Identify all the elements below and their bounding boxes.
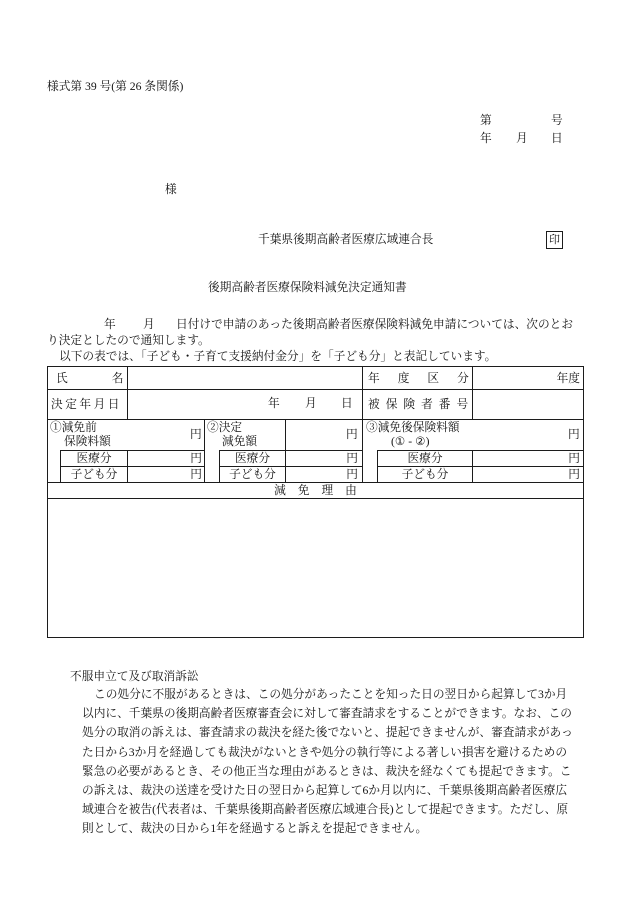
- fiscal-year-label-cell: [362, 366, 487, 390]
- reduction-amount-divider: [285, 419, 286, 451]
- premium-after-child-unit: 円: [568, 468, 580, 481]
- appeal-line: の訴えは、裁決の送達を受けた日の翌日から起算して6か月以内に、千葉県後期高齢者医療広: [82, 784, 568, 797]
- reduction-amount-medical-value-cell: [285, 450, 363, 467]
- appeal-line: 域連合を被告(代表者は、千葉県後期高齢者医療広域連合長)として提起できます。ただし、原: [82, 803, 569, 816]
- premium-before-child-label-cell: [60, 466, 128, 483]
- premium-before-label-line1: ①減免前: [50, 421, 97, 434]
- document-number-suffix: 号: [551, 114, 563, 127]
- decision-date-value-cell: [127, 389, 363, 420]
- name-value-cell: [127, 366, 363, 390]
- premium-after-total-unit: 円: [568, 428, 580, 441]
- appeal-line: 以内に、千葉県の後期高齢者医療審査会に対して審査請求をすることができます。なお、この: [82, 707, 572, 720]
- reduction-amount-medical-unit: 円: [346, 452, 358, 465]
- premium-after-child-label-cell: [377, 466, 473, 483]
- appeal-line: 処分の取消の訴えは、審査請求の裁決を経た後でないと、提起できませんが、審査請求があっ: [82, 726, 573, 739]
- intro-application-year: 年: [104, 318, 116, 331]
- issue-date-month: 月: [516, 132, 528, 145]
- appeal-line: 則として、裁決の日から1年を経過すると訴えを提起できません。: [82, 822, 428, 835]
- fiscal-year-label: 年度区分: [368, 371, 487, 385]
- decision-date-day: 日: [341, 397, 353, 410]
- fiscal-year-suffix: 年度: [556, 371, 580, 385]
- premium-before-medical-label: 医療分: [76, 452, 112, 465]
- premium-before-medical-label-cell: [60, 450, 128, 467]
- premium-before-child-unit: 円: [190, 468, 202, 481]
- seal-label: 印: [549, 234, 560, 246]
- premium-after-medical-unit: 円: [568, 452, 580, 465]
- premium-after-medical-label-cell: [377, 450, 473, 467]
- fiscal-year-value-cell: [472, 366, 584, 390]
- appeal-line: た日から3か月を経過しても裁決がないときや処分の執行等による著しい損害を避けるための: [82, 746, 568, 759]
- reduction-amount-medical-label: 医療分: [234, 452, 271, 465]
- decision-date-year: 年: [268, 397, 280, 410]
- reduction-amount-total-unit: 円: [346, 428, 358, 441]
- premium-after-medical-value-cell: [472, 450, 584, 467]
- reason-value-cell: [47, 498, 584, 638]
- premium-after-label-line1: ③減免後保険料額: [366, 421, 460, 434]
- premium-before-child-value-cell: [127, 466, 205, 483]
- premium-after-child-label: 子ども分: [401, 468, 449, 481]
- reduction-amount-child-unit: 円: [346, 468, 358, 481]
- issue-date-day: 日: [551, 132, 563, 145]
- reason-label-cell: [47, 482, 584, 499]
- decision-date-month: 月: [305, 397, 317, 410]
- issuer-name: 千葉県後期高齢者医療広域連合長: [258, 233, 434, 246]
- decision-date-label: 決定年月日: [51, 398, 122, 411]
- premium-before-medical-value-cell: [127, 450, 205, 467]
- premium-before-medical-unit: 円: [190, 452, 202, 465]
- reason-label: 減免理由: [274, 484, 369, 497]
- premium-after-child-value-cell: [472, 466, 584, 483]
- insured-number-value-cell: [472, 389, 584, 420]
- issue-date-year: 年: [480, 132, 492, 145]
- form-number: 様式第 39 号(第 26 条関係): [47, 80, 184, 93]
- reduction-amount-child-value-cell: [285, 466, 363, 483]
- document-number-prefix: 第: [480, 114, 492, 127]
- premium-before-label-line2: 保険料額: [64, 435, 111, 448]
- premium-after-label-line2: (① - ②): [391, 435, 430, 448]
- name-label-cell: [47, 366, 168, 390]
- intro-application-month: 月: [143, 318, 155, 331]
- addressee-honorific: 様: [165, 183, 177, 196]
- insured-number-label: 被保険者番号: [368, 398, 475, 411]
- seal-box: [546, 231, 563, 249]
- reduction-amount-child-label-cell: [219, 466, 286, 483]
- premium-before-child-label: 子ども分: [70, 468, 118, 481]
- intro-line-1: 日付けで申請のあった後期高齢者医療保険料減免申請については、次のとお: [176, 318, 574, 331]
- insured-number-label-cell: [362, 389, 473, 420]
- reduction-amount-label-line2: 減免額: [222, 435, 258, 448]
- reduction-amount-child-label: 子ども分: [229, 468, 276, 481]
- reduction-amount-label-line1: ②決定: [207, 421, 243, 434]
- premium-before-total-unit: 円: [190, 428, 202, 441]
- reduction-amount-medical-label-cell: [219, 450, 286, 467]
- decision-date-label-cell: [47, 389, 128, 420]
- document-title: 後期高齢者医療保険料減免決定通知書: [208, 281, 407, 294]
- premium-after-medical-label: 医療分: [407, 452, 443, 465]
- appeal-line: この処分に不服があるときは、この処分があったことを知った日の翌日から起算して3か月: [94, 688, 568, 701]
- appeal-line: 緊急の必要があるとき、その他正当な理由があるときは、裁決を経なくても提起できます。こ: [82, 765, 572, 778]
- appeal-heading: 不服申立て及び取消訴訟: [70, 670, 199, 683]
- name-label: 氏名: [56, 371, 168, 385]
- intro-line-2: り決定としたので通知します。: [47, 334, 210, 347]
- intro-note: 以下の表では、「子ども・子育て支援納付金分」を「子ども分」と表記しています。: [59, 350, 497, 363]
